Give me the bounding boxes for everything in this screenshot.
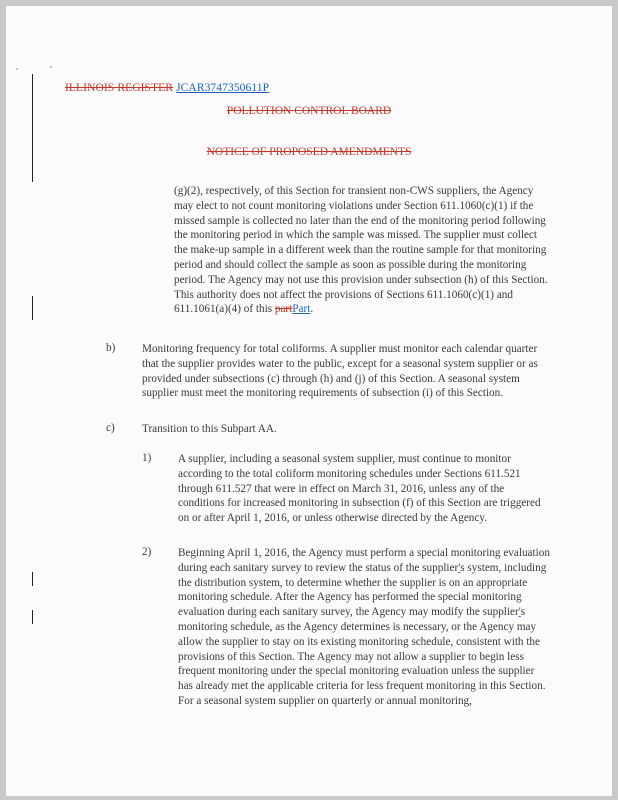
item-2-text [178, 546, 550, 709]
change-bar [32, 572, 33, 586]
notice-struck: NOTICE OF PROPOSED AMENDMENTS [206, 146, 412, 158]
subsection-c-text: Transition to this Subpart AA. [142, 423, 277, 435]
item-2-text-c: s monitoring schedule, as the Agency determines is necessary, or the Agency may allow the supplier to stay on its existing monitoring schedule, consistent with the provisions of this Section. The Agency may not allow a supplier to begin less frequent monitoring under the special monitoring evaluation unless the supplier has already met the applicable criteria for less frequent monitoring in this Section. For a seasonal system supplier on quarterly or annual monitoring, [178, 606, 546, 707]
subsection-b-text: Monitoring frequency for total coliforms. A supplier must monitor each calendar quarter that the supplier provides water to the public, except for a seasonal system supplier or as provided under subsections (c) through (h) and (j) of this Section. A seasonal system supplier must meet the monitoring requirements of subsection (i) of this Section. [142, 343, 538, 400]
register-header [65, 82, 269, 94]
apostrophe-mark: ' [458, 561, 461, 574]
change-bar [32, 610, 33, 624]
paragraph-end: . [310, 303, 314, 316]
change-bar [32, 74, 33, 182]
change-bar [32, 296, 33, 320]
item-2-text-b: s system, including the distribution system, to determine whether the supplier is on an appropriate monitoring schedule. After the Agency has performed the special monitoring evaluation during each sanitary survey, the Agency may modify the supplier [178, 561, 547, 619]
apostrophe-mark: ' [518, 606, 521, 619]
subsection-label-c: c) [106, 422, 115, 434]
register-inserted: JCAR3747350611P [176, 82, 270, 94]
board-struck: POLLUTION CONTROL BOARD [226, 105, 392, 117]
board-title [6, 105, 612, 117]
subsection-label-b: b) [106, 342, 116, 354]
notice-title [6, 146, 612, 158]
paragraph-continued [174, 184, 548, 317]
inserted-word: Part [292, 303, 311, 316]
paragraph-text: (g)(2), respectively, of this Section for transient non-CWS suppliers, the Agency may elect to not count monitoring violations under Section 611.1060(c)(1) if the missed sample is collected no later than the end of the monitoring period following the monitoring period in which the sample was missed. The supplier must collect the make-up sample in a different week than the routine sample for that monitoring period and should collect the sample as soon as possible during the monitoring period. The Agency may not use this provision under subsection (h) of this Section. This authority does not affect the provisions of Sections 611.1060(c)(1) and 611.1061(a)(4) of this [174, 185, 548, 316]
item-label-2: 2) [142, 546, 152, 558]
item-label-1: 1) [142, 452, 152, 464]
item-2-text-a: Beginning April 1, 2016, the Agency must perform a special monitoring evaluation during each sanitary survey to review the status of the supplier [178, 547, 550, 574]
register-struck: ILLINOIS REGISTER [65, 82, 174, 94]
scan-speck [16, 68, 18, 70]
document-page [6, 6, 612, 796]
scan-speck [50, 66, 52, 68]
item-1-text: A supplier, including a seasonal system supplier, must continue to monitor according to the total coliform monitoring schedules under Sections 611.521 through 611.527 that were in effect on March 31, 2016, unless any of the conditions for increased monitoring in subsection (f) of this Section are triggered on or after April 1, 2016, or unless otherwise directed by the Agency. [178, 453, 541, 525]
struck-word: part [274, 303, 293, 316]
